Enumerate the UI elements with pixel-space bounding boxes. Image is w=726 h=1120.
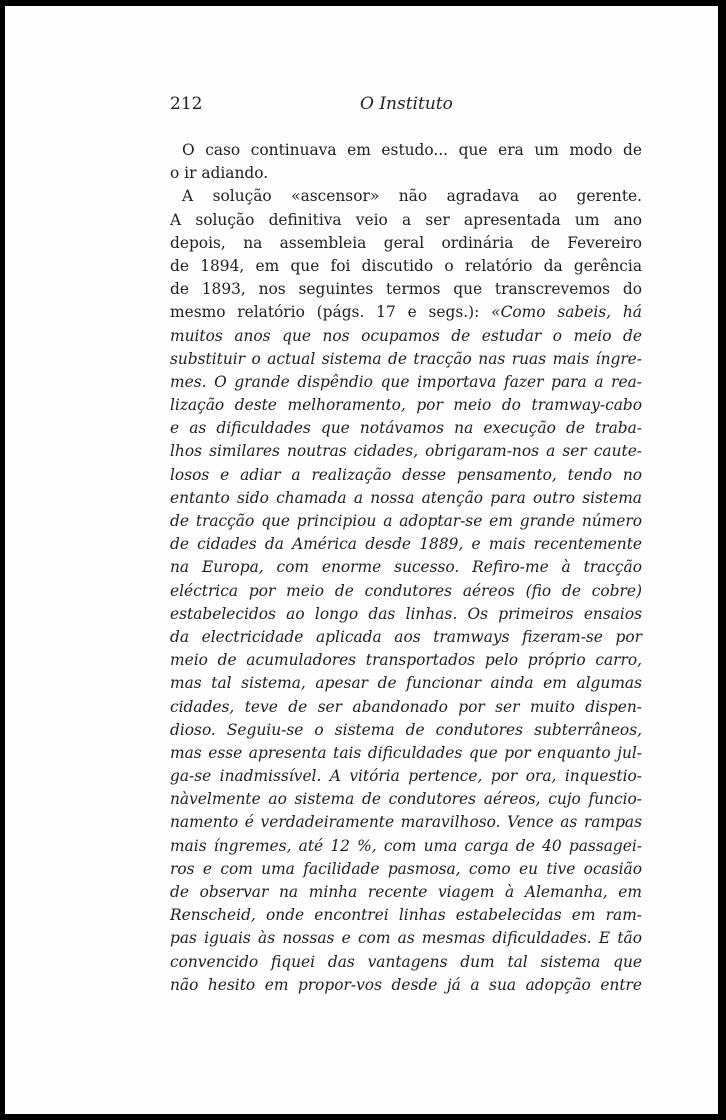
- italic-text-span: de observar na minha recente viagem à Alemanha, em: [170, 883, 642, 901]
- page-number: 212: [170, 94, 203, 114]
- text-line: [170, 626, 642, 649]
- text-line: [170, 301, 642, 324]
- italic-text-span: losos e adiar a realização desse pensamento, tendo no: [170, 465, 642, 484]
- italic-text-span: dioso. Seguiu-se o sistema de condutores subterrâneos,: [170, 720, 642, 739]
- text-line: [170, 974, 642, 997]
- text-span: A solução «ascensor» não agradava ao gerente.: [182, 187, 642, 206]
- italic-text-span: muitos anos que nos ocupamos de estudar o meio de: [170, 326, 642, 345]
- text-line: [170, 858, 642, 881]
- text-span: A solução definitiva veio a ser apresentada um ano: [170, 210, 642, 229]
- text-line: [170, 487, 642, 510]
- italic-text-span: «Como sabeis, há: [491, 303, 642, 322]
- italic-text-span: substituir o actual sistema de tracção nas ruas mais íngre-: [170, 349, 642, 368]
- text-line: [170, 371, 642, 394]
- italic-text-span: e as dificuldades que notávamos na execução de traba-: [170, 419, 642, 438]
- text-line: [170, 162, 642, 185]
- text-line: [170, 719, 642, 742]
- text-line: [170, 185, 642, 208]
- text-line: [170, 209, 642, 232]
- text-line: [170, 927, 642, 950]
- text-line: [170, 881, 642, 904]
- italic-text-span: pas iguais às nossas e com as mesmas dificuldades. E tão: [170, 929, 642, 948]
- italic-text-span: eléctrica por meio de condutores aéreos (fio de cobre): [170, 581, 642, 600]
- italic-text-span: mais íngremes, até 12 %, com uma carga de 40 passagei-: [170, 836, 642, 855]
- text-line: [170, 278, 642, 301]
- text-line: [170, 440, 642, 463]
- italic-text-span: mas tal sistema, apesar de funcionar ainda em algumas: [170, 674, 642, 693]
- text-line: [170, 417, 642, 440]
- text-span: O caso continuava em estudo... que era um modo de: [182, 141, 642, 159]
- text-line: [170, 232, 642, 255]
- text-line: [170, 835, 642, 858]
- italic-text-span: estabelecidos ao longo das linhas. Os primeiros ensaios: [170, 604, 642, 623]
- italic-text-span: Renscheid, onde encontrei linhas estabelecidas em ram-: [170, 906, 642, 925]
- text-line: [170, 765, 642, 788]
- text-span: de 1893, nos seguintes termos que transcrevemos do: [170, 280, 642, 299]
- text-line: [170, 580, 642, 603]
- text-line: [170, 464, 642, 487]
- text-line: [170, 951, 642, 974]
- italic-text-span: lhos similares noutras cidades, obrigaram-nos a ser caute-: [170, 442, 642, 461]
- text-span: mesmo relatório (págs. 17 e segs.):: [170, 303, 492, 322]
- text-span: depois, na assembleia geral ordinária de Fevereiro: [170, 233, 642, 252]
- text-line: [170, 255, 642, 278]
- book-page: [5, 6, 718, 1114]
- text-line: [170, 649, 642, 672]
- italic-text-span: namento é verdadeiramente maravilhoso. Vence as rampas: [170, 813, 642, 832]
- italic-text-span: mas esse apresenta tais dificuldades que por enquanto jul-: [170, 743, 642, 762]
- text-line: [170, 139, 642, 162]
- italic-text-span: convencido fiquei das vantagens dum tal sistema que: [170, 952, 642, 971]
- italic-text-span: lização deste melhoramento, por meio do tramway-cabo: [170, 396, 642, 415]
- text-line: [170, 348, 642, 371]
- text-line: [170, 696, 642, 719]
- body-text: [170, 139, 642, 997]
- italic-text-span: de cidades da América desde 1889, e mais recentemente: [170, 535, 642, 554]
- text-line: [170, 811, 642, 834]
- text-line: [170, 325, 642, 348]
- text-span: de 1894, em que foi discutido o relatório da gerência: [170, 256, 642, 275]
- text-line: [170, 904, 642, 927]
- italic-text-span: de tracção que principiou a adoptar-se em grande número: [170, 512, 642, 530]
- italic-text-span: entanto sido chamada a nossa atenção para outro sistema: [170, 488, 642, 507]
- italic-text-span: cidades, teve de ser abandonado por ser muito dispen-: [170, 697, 642, 716]
- italic-text-span: ros e com uma facilidade pasmosa, como eu tive ocasião: [170, 859, 642, 878]
- text-line: [170, 533, 642, 556]
- running-title: O Instituto: [360, 94, 453, 114]
- italic-text-span: não hesito em propor-vos desde já a sua adopção entre: [170, 975, 642, 994]
- italic-text-span: mes. O grande dispêndio que importava fazer para a rea-: [170, 372, 642, 391]
- text-line: [170, 510, 642, 533]
- italic-text-span: meio de acumuladores transportados pelo próprio carro,: [170, 651, 642, 670]
- italic-text-span: nàvelmente ao sistema de condutores aéreos, cujo funcio-: [170, 790, 642, 809]
- text-span: o ir adiando.: [170, 164, 269, 183]
- text-line: [170, 556, 642, 579]
- text-line: [170, 603, 642, 626]
- text-line: [170, 788, 642, 811]
- text-line: [170, 672, 642, 695]
- text-line: [170, 394, 642, 417]
- italic-text-span: ga-se inadmissível. A vitória pertence, por ora, inquestio-: [170, 767, 642, 786]
- italic-text-span: na Europa, com enorme sucesso. Refiro-me à tracção: [170, 558, 642, 577]
- page-header: [5, 90, 718, 120]
- text-line: [170, 742, 642, 765]
- italic-text-span: da electricidade aplicada aos tramways fizeram-se por: [170, 627, 642, 646]
